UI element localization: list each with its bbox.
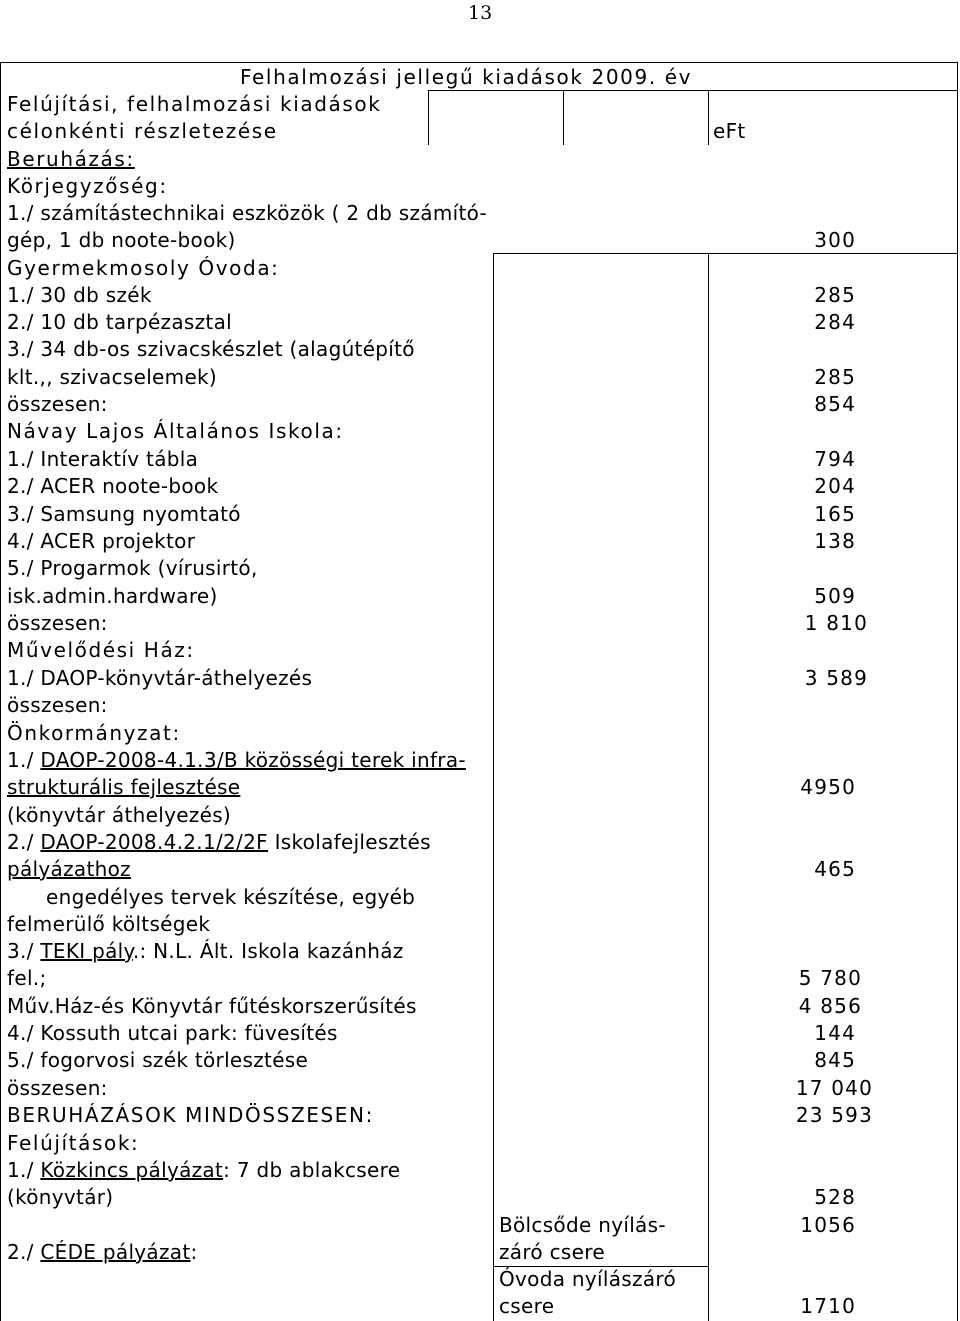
- item-label: 3./ Samsung nyomtató: [7, 502, 241, 526]
- item-value: 285: [814, 365, 856, 389]
- grand-total-value: 23 593: [795, 1103, 873, 1127]
- item-label: strukturális fejlesztése: [7, 775, 241, 799]
- grid-line: [708, 253, 709, 1321]
- total-value: 1 810: [804, 611, 868, 635]
- item-value: 4 856: [798, 994, 862, 1018]
- item-label: 3./ 34 db-os szivacskészlet (alagútépítő: [7, 337, 415, 361]
- item-label: [7, 1239, 198, 1266]
- project-code: TEKI pály: [40, 939, 133, 963]
- project-code: CÉDE pályázat: [40, 1240, 191, 1264]
- item-label: Műv.Ház-és Könyvtár fűtéskorszerűsítés: [7, 994, 417, 1018]
- item-value: 204: [814, 474, 856, 498]
- project-code: DAOP-2008-4.1.3/B közösségi terek infra-: [40, 748, 466, 772]
- item-label: (könyvtár): [7, 1185, 114, 1209]
- section-heading: Návay Lajos Általános Iskola:: [7, 419, 344, 443]
- item-label: 2./ ACER noote-book: [7, 474, 219, 498]
- section-heading: Felújítások:: [7, 1131, 140, 1155]
- item-label: 1./ 30 db szék: [7, 283, 152, 307]
- item-value: 528: [814, 1185, 856, 1209]
- sub-item-label: Bölcsőde nyílás-: [499, 1213, 666, 1237]
- item-value: 845: [814, 1048, 856, 1072]
- item-label: [7, 938, 404, 965]
- item-prefix: 2./: [7, 830, 41, 854]
- item-label: (könyvtár áthelyezés): [7, 803, 232, 827]
- item-label: [7, 1157, 400, 1184]
- section-heading: Önkormányzat:: [7, 721, 181, 745]
- item-text: Iskolafejlesztés: [267, 830, 431, 854]
- item-label: 5./ fogorvosi szék törlesztése: [7, 1048, 309, 1072]
- project-code: DAOP-2008.4.2.1/2/2F: [40, 830, 268, 854]
- grid-line: [428, 90, 429, 145]
- item-label: 1./ DAOP-könyvtár-áthelyezés: [7, 666, 313, 690]
- item-label: [7, 829, 431, 856]
- subtitle-line-1: Felújítási, felhalmozási kiadások: [7, 92, 382, 116]
- sub-item-label: Óvoda nyílászáró: [499, 1267, 676, 1291]
- item-label: klt.,, szivacselemek): [7, 365, 218, 389]
- item-label: felmerülő költségek: [7, 912, 211, 936]
- section-heading: Körjegyzőség:: [7, 174, 168, 198]
- page-title: Felhalmozási jellegű kiadások 2009. év: [240, 65, 693, 89]
- total-value: 17 040: [795, 1076, 873, 1100]
- page-number: 13: [468, 2, 493, 24]
- item-value: 300: [814, 228, 856, 252]
- beruhazas-heading: Beruházás:: [7, 147, 135, 171]
- item-text: .: N.L. Ált. Iskola kazánház: [132, 939, 404, 963]
- item-value: 165: [814, 502, 856, 526]
- item-value: 465: [814, 857, 856, 881]
- item-value: 1056: [800, 1213, 856, 1237]
- item-text: :: [190, 1240, 198, 1264]
- section-heading: Művelődési Ház:: [7, 638, 195, 662]
- item-label: 1./ számítástechnikai eszközök ( 2 db számító-: [7, 201, 488, 225]
- item-label: 2./ 10 db tarpézasztal: [7, 310, 232, 334]
- item-value: 4950: [800, 775, 856, 799]
- item-label: gép, 1 db noote-book): [7, 228, 236, 252]
- item-value: 5 780: [798, 966, 862, 990]
- total-value: 854: [814, 392, 856, 416]
- subtitle-line-2: célonkénti részletezése: [7, 119, 278, 143]
- item-text: : 7 db ablakcsere: [223, 1158, 401, 1182]
- total-label: összesen:: [7, 693, 108, 717]
- total-label: összesen:: [7, 611, 108, 635]
- item-label: pályázathoz: [7, 857, 131, 881]
- item-value: 794: [814, 447, 856, 471]
- grid-line: [563, 90, 564, 145]
- item-prefix: 2./: [7, 1240, 41, 1264]
- item-label: isk.admin.hardware): [7, 584, 218, 608]
- grid-line: [493, 253, 494, 1321]
- item-prefix: 1./: [7, 1158, 41, 1182]
- item-value: 285: [814, 283, 856, 307]
- item-value: 3 589: [804, 666, 868, 690]
- grid-line: [708, 90, 709, 145]
- item-prefix: 1./: [7, 748, 41, 772]
- item-value: 138: [814, 529, 856, 553]
- section-heading: Gyermekmosoly Óvoda:: [7, 256, 280, 280]
- item-label: 4./ ACER projektor: [7, 529, 196, 553]
- item-value: 509: [814, 584, 856, 608]
- item-value: 144: [814, 1021, 856, 1045]
- item-label: 4./ Kossuth utcai park: füvesítés: [7, 1021, 338, 1045]
- grand-total-label: BERUHÁZÁSOK MINDÖSSZESEN:: [7, 1103, 374, 1127]
- item-label: engedélyes tervek készítése, egyéb: [46, 885, 416, 909]
- total-label: összesen:: [7, 392, 108, 416]
- item-value: 1710: [800, 1294, 856, 1318]
- total-label: összesen:: [7, 1076, 108, 1100]
- item-label: fel.;: [7, 966, 47, 990]
- item-label: 5./ Progarmok (vírusirtó,: [7, 556, 258, 580]
- sub-item-label: csere: [499, 1294, 555, 1318]
- item-prefix: 3./: [7, 939, 41, 963]
- item-value: 284: [814, 310, 856, 334]
- sub-item-label: záró csere: [499, 1240, 605, 1264]
- item-label: 1./ Interaktív tábla: [7, 447, 199, 471]
- item-label: [7, 747, 466, 774]
- unit-label: eFt: [713, 119, 746, 143]
- project-code: Közkincs pályázat: [40, 1158, 224, 1182]
